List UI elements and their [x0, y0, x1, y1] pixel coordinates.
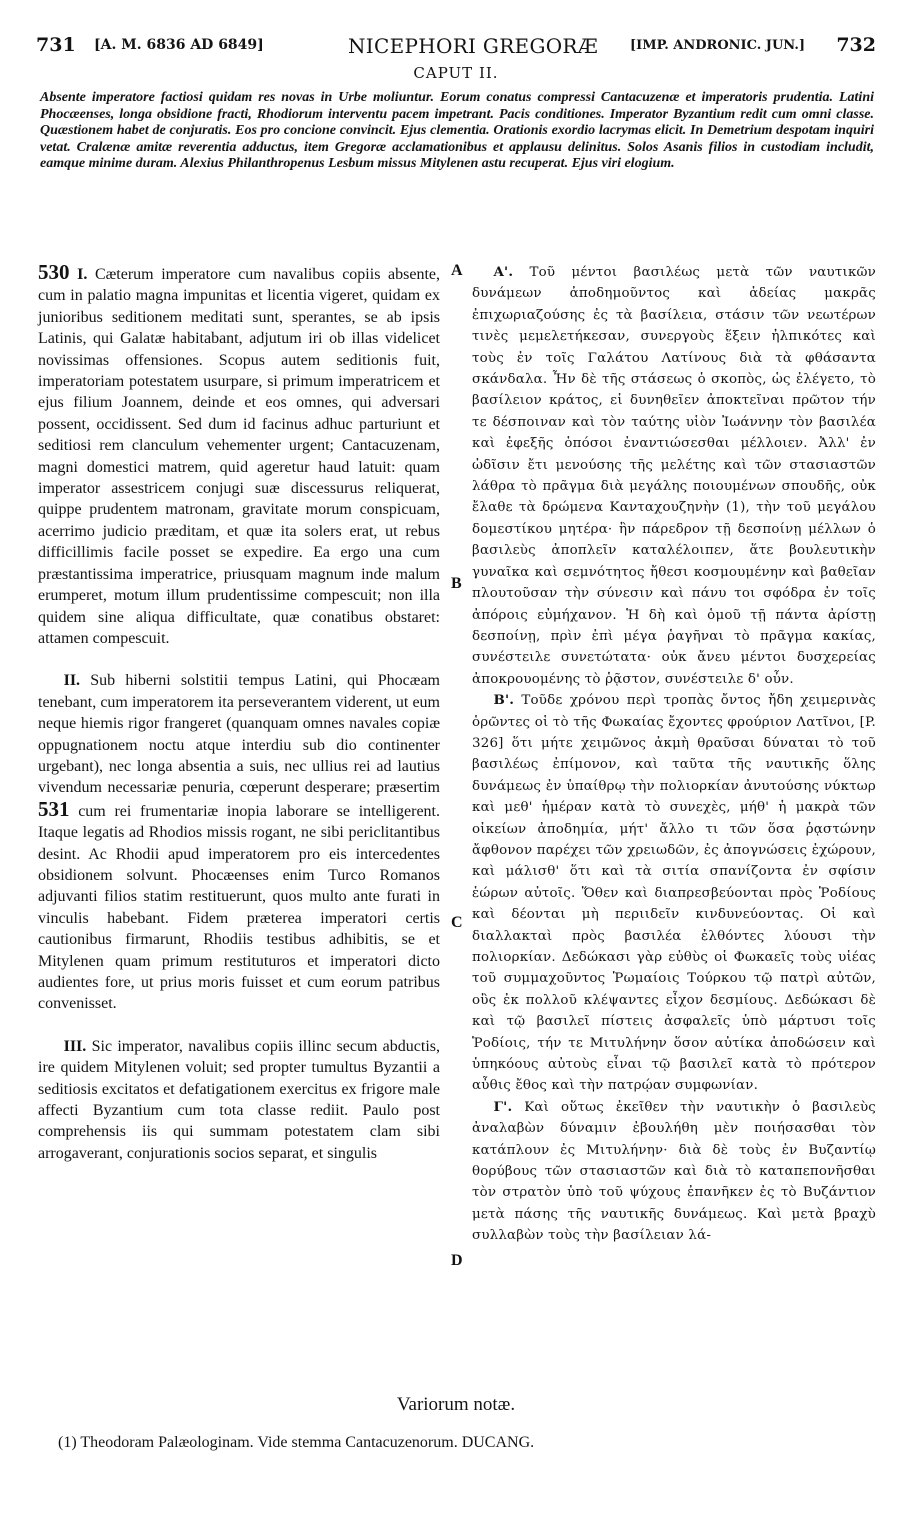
notes-heading: Variorum notæ.	[396, 1394, 516, 1415]
latin-text: Sic imperator, navalibus copiis illinc secum abductis, ire quidem Mitylenen voluit; sed propter tumultus Byzantii a seditiosis excitatos et defatigationem exercitus ex frigore male affecti Byzantium cum tota classe rediit. Paulo post comprehensis iis qui summam potestatem clam sibi arrogaverant, conjurationis socios separat, et singulis	[38, 1037, 441, 1162]
greek-paragraph-3	[472, 1097, 876, 1247]
greek-text: Καὶ οὕτως ἐκεῖθεν τὴν ναυτικὴν ὁ βασιλεὺς ἀναλαβὼν δύναμιν ἐβουλήθη μὲν ποιήσασθαι τὸν κατάπλουν ἐς Μιτυλήνην· διὰ δὲ τοὺς ἐν Βυζαντίῳ θορύβους τῶν στασιαστῶν καὶ διὰ τὸ καταπεπονῆσθαι τὸν στρατὸν ὑπὸ τοῦ ψύχους ἐπανῆκεν ἐς τὸ Βυζάντιον μετὰ πάσης τῆς ναυτικῆς δυνάμεως. Καὶ μετὰ βραχὺ συλλαβὼν τοὺς τὴν βασίλειαν λά-	[472, 1099, 876, 1244]
section-number: Β'.	[493, 692, 515, 709]
section-number: III.	[63, 1037, 87, 1055]
margin-letter-b: B	[451, 575, 462, 592]
section-number: II.	[63, 672, 81, 690]
latin-text: cum rei frumentariæ inopia laborare se intelligerent. Itaque legatis ad Rhodios missis rogant, ne sibi periclitantibus desint. Ac Rhodii apud imperatorem pro eis intercedentes obsidionem solvunt. Phocæenses enim Turco Romanos adjuvanti filios statim restituerunt, quos multo ante furati in vinculis habebant. Fidem præterea imperatori certis cautionibus firmarunt, Rhodiis testibus adhibitis, se et Mitylenen quam primum restituturos et imperatori dicto audientes fore, ut prius moris fuisset et cum eorum patribus convenisset.	[38, 802, 441, 1013]
greek-column	[472, 262, 876, 1247]
section-number: Γ'.	[493, 1098, 513, 1115]
page-number-left: 731	[36, 34, 76, 56]
latin-text: Sub hiberni solstitii tempus Latini, qui Phocæam tenebant, cum imperatorem ita perseverantem viderent, ut eum neque hiemis rigor frangeret (quanquam omnes navales copiæ oppugnationem noctu atque interdiu sub dio continenter urgebant), nec longa absentia a suis, nec ullius rei ad lautius vivendum necessariæ penuria, cœperunt desperare; præsertim	[38, 672, 441, 797]
section-number: Α'.	[493, 264, 514, 280]
chapter-heading: CAPUT II.	[413, 64, 499, 82]
latin-paragraph-1	[38, 262, 440, 649]
edition-page-marker: 530	[38, 260, 70, 284]
greek-text: ὅτι μήτε χειμῶνος ἀκμὴ θραῦσαι δύναται τὸ τοῦ βασιλέως ἐπίμονον, καὶ ταῦτα τῆς ναυτικῆς ὅλης δυνάμεως ἐν ὑπαίθρῳ τὴν πολιορκίαν ἀνυτούσης νύκτωρ καὶ μεθ' ἡμέραν κατὰ τὸ συνεχὲς, μήθ' ἡ μακρὰ τῶν οἰκείων ἀποδημία, μήτ' ἄλλο τι τῶν ὅσα ῥᾳστώνην ἄφθονον παρέχει τῶν χρειωδῶν, ἐς ἀπογνώσεις ἐχώρουν, καὶ μάλισθ' ὅτι καὶ τὰ σιτία σπανίζοντα ἐν σφίσιν ἑώρων αὐτοῖς. Ὅθεν καὶ διαπρεσβεύονται πρὸς Ῥοδίους καὶ δέονται μὴ περιιδεῖν κινδυνεύοντας. Οἱ καὶ διαλλακταὶ πρὸς βασιλέα ἐλθόντες λύουσι τὴν πολιορκίαν. Δεδώκασι γὰρ εὐθὺς οἱ Φωκαεῖς τοὺς υἱέας τοῦ συμμαχοῦντος Ῥωμαίοις Τούρκου τῷ πατρὶ αὐτῶν, οὓς ἐκ πολλοῦ κλέψαντες εἶχον δεσμίους. Δεδώκασι δὲ καὶ τῷ βασιλεῖ πίστεις ἀσφαλεῖς ὑπὸ μάρτυσι τοῖς Ῥοδίοις, τήν τε Μιτυλήνην ὅσον αὐτίκα ἀποδώσειν καὶ ὑπηκόους αὐτοὺς εἶναι τῷ βασιλεῖ κατὰ τὸ πρότερον αὖθις ἔθος καὶ τὴν πατρῴαν συμφωνίαν.	[472, 735, 876, 1094]
footnote-marker: (1)	[725, 500, 746, 516]
greek-paragraph-1	[472, 262, 876, 690]
page-reference: [P. 326]	[472, 714, 876, 751]
footnote: (1) Theodoram Palæologinam. Vide stemma Cantacuzenorum. DUCANG.	[58, 1434, 535, 1451]
emperor-bracket: [IMP. ANDRONIC. JUN.]	[630, 38, 806, 53]
greek-text: Τοῦδε χρόνου περὶ τροπὰς ὄντος ἤδη χειμερινὰς ὁρῶντες οἱ τὸ τῆς Φωκαίας ἔχοντες φρούριον Λατῖνοι,	[472, 693, 876, 730]
latin-paragraph-3	[38, 1036, 440, 1164]
running-header	[36, 34, 876, 60]
latin-column	[38, 262, 440, 1164]
margin-letter-d: D	[451, 1252, 463, 1269]
year-bracket: [A. M. 6836 AD 6849]	[94, 37, 264, 53]
margin-letter-a: A	[451, 262, 463, 279]
greek-text: Τοῦ μέντοι βασιλέως μετὰ τῶν ναυτικῶν δυνάμεων ἀποδημοῦντος καὶ ἀδείας μακρᾶς ἐπιχωριαζούσης ἐς τὰ βασίλεια, στάσιν τῶν νεωτέρων τινὲς μεμελετήκεσαν, συνεργοὺς ἕξειν ἠλπικότες καὶ τοὺς ἐν τοῖς Γαλάτου Λατίνους διὰ τὰ φθάσαντα σκάνδαλα. Ἦν δὲ τῆς στάσεως ὁ σκοπὸς, ὡς ἐλέγετο, τὸ βασίλειον κράτος, εἰ δυνηθεῖεν ἀποκτεῖναι πρῶτον τήν τε δέσποιναν καὶ τὸν ταύτης υἱὸν Ἰωάννην τὸν βασιλέα καὶ ἐφεξῆς ὁπόσοι ἐναντιώσεσθαι μέλλοιεν. Ἀλλ' ἐν ὠδῖσιν ἔτι μενούσης τῆς μελέτης καὶ τῶν στασιαστῶν λάθρα τὸ πρᾶγμα διὰ μεγάλης ποιουμένων σπουδῆς, οὐκ ἔλαθε τὰ δρώμενα Κανταχουζηνὴν	[472, 265, 876, 516]
greek-paragraph-2	[472, 690, 876, 1097]
edition-page-marker: 531	[38, 796, 70, 821]
section-number: I.	[77, 266, 88, 283]
latin-text: Cæterum imperatore cum navalibus copiis absente, cum in palatio magna impunitas et licentia vigeret, quidam ex junioribus seditionem meditati sunt, sperantes, se ab ipsis Latinis, qui Galatæ habitabant, adjutum iri ob illas videlicet novissimas offensiones. Scopus autem seditionis fuit, imperatoriam potestatem usurpare, si primum imperatricem et ejus filium Joannem, deinde et eos omnes, qui adversari possent, occidissent. Sed dum id facinus adhuc parturiunt et seditiosi rem clanculum vehementer urgent; Cantacuzenam, magni domestici matrem, quid ageretur haud latuit: quam imperator assestricem conjugi suæ discessurus reliquerat, quippe prudentem matronam, gravitate morum conspicuam, acerrimo judicio præditam, et quæ ita solers erat, ut rebus difficillimis facile posset se expedire. Ea ergo una cum præstantissima imperatrice, priusquam magnum inde malum erumperet, motum illum prudentissime compescuit; non illa quidem sine aliqua difficultate, quæ conatibus obstaret: attamen compescuit.	[38, 266, 441, 647]
greek-text: , τὴν τοῦ μεγάλου δομεστίκου μητέρα· ἣν πάρεδρον τῇ δεσποίνῃ μέλλων ὁ βασιλεὺς ἀποπλεῖν καταλέλοιπεν, ἅτε βουλευτικὴν γυναῖκα καὶ σεμνότητος ἤθεσι κοσμουμένην καὶ βαθεῖαν πλουτοῦσαν τὴν σύνεσιν καὶ πάνυ τοι σφόδρα ἐν τοῖς ἀπόροις εὐμήχανον. Ἡ δὴ καὶ ὁμοῦ τῇ πάντα ἀρίστῃ δεσποίνῃ, πρὶν ἐπὶ μέγα ῥαγῆναι τὸ πρᾶγμα κακίας, συνέστειλε συνετώτατα· οὐκ ἄνευ μέντοι δυσχερείας ἀποκρουομένης τὸ ῥᾷστον, συνέστειλε δ' οὖν.	[472, 500, 876, 687]
margin-letter-c: C	[451, 914, 463, 931]
latin-paragraph-2	[38, 670, 440, 1015]
running-title: NICEPHORI GREGORÆ	[348, 34, 599, 58]
page-number-right: 732	[836, 34, 876, 56]
chapter-summary: Absente imperatore factiosi quidam res novas in Urbe moliuntur. Eorum conatus compressi Cantacuzenæ et imperatoris prudentia. Latini Phocæenses, longa obsidione fracti, Rhodiorum interventu pacem impetrant. Pacis conditiones. Imperator Byzantium redit cum omni classe. Quæstionem habet de conjuratis. Eos pro concione convincit. Ejus clementia. Orationis exordio lacrymas elicit. In Demetrium despotam inquiri vetat. Cralænæ amitæ reverentia adductus, item Gregoræ acclamationibus et applausu delinitus. Solos Asanis filios in custodiam includit, eamque minime duram. Alexius Philanthropenus Lesbum missus Mitylenen astu recuperat. Ejus viri elogium.	[40, 90, 874, 172]
